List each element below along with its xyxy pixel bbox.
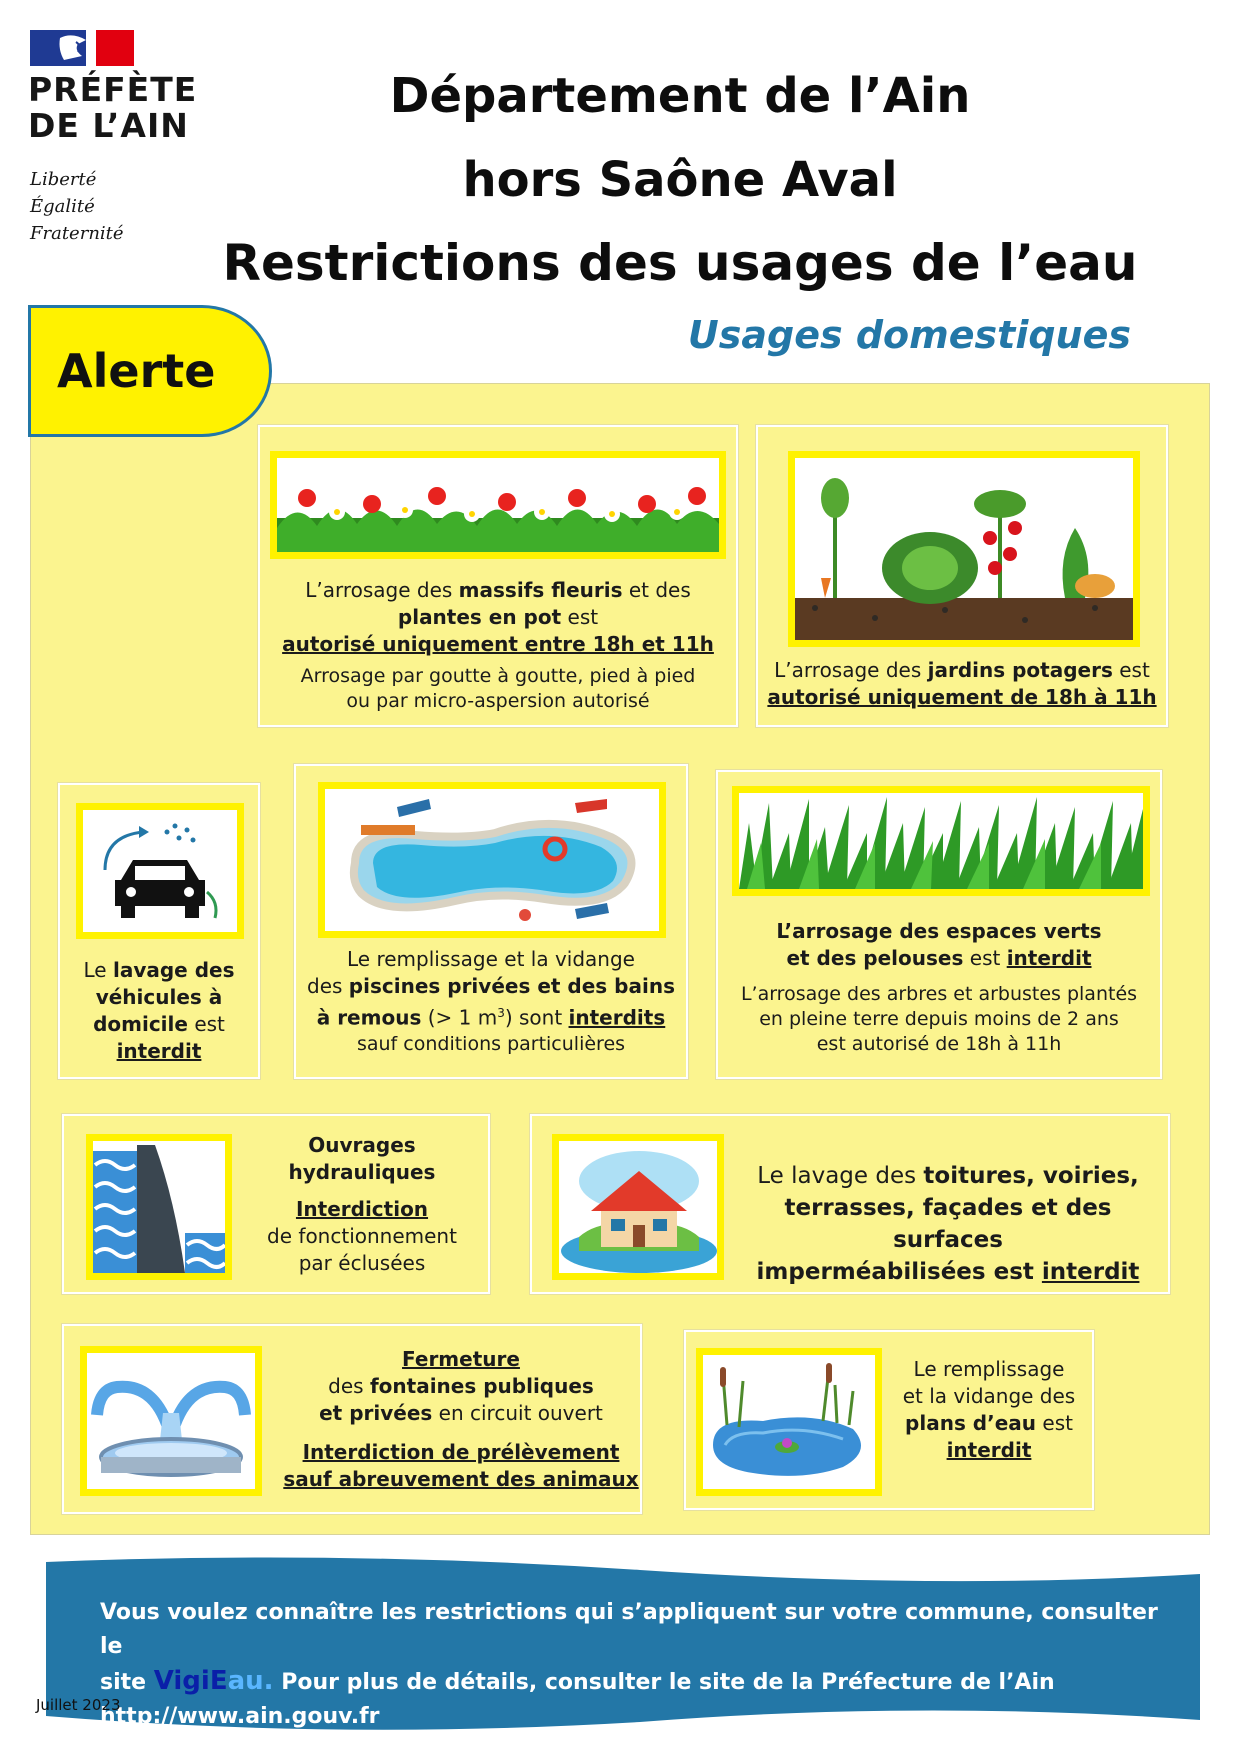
roof-line-1: Le lavage des toitures, voiries, [757, 1163, 1139, 1189]
title-department: Département de l’Ain [389, 68, 971, 124]
vegetable-line-1: L’arrosage des jardins potagers est [774, 658, 1150, 682]
fountains-line-3: et privées en circuit ouvert [319, 1401, 603, 1425]
title-restrictions: Restrictions des usages de l’eau [222, 234, 1138, 292]
card-green-spaces [716, 770, 1162, 1079]
pools-line-1: Le remplissage et la vidange [347, 947, 635, 971]
green-spaces-trees-note-2: en pleine terre depuis moins de 2 ans [759, 1008, 1119, 1030]
hydraulic-line-3: de fonctionnement [267, 1224, 457, 1248]
pond-icon [696, 1348, 882, 1496]
prefecture-website-link[interactable]: http://www.ain.gouv.fr [100, 1704, 380, 1729]
vigieau-link[interactable]: VigiEau. [153, 1666, 274, 1696]
house-icon [552, 1134, 724, 1280]
green-spaces-line-1: L’arrosage des espaces verts [776, 919, 1102, 943]
title-area: hors Saône Aval [462, 152, 898, 208]
flower-beds-drip-note: Arrosage par goutte à goutte, pied à pied [300, 665, 696, 687]
water-bodies-forbidden: interdit [946, 1438, 1032, 1462]
pool-illustration [318, 782, 666, 938]
motto-egalite: Égalité [30, 196, 95, 217]
publication-date: Juillet 2023 [36, 1696, 121, 1714]
vehicle-line-1: Le lavage des [83, 958, 235, 982]
roof-line-2: terrasses, façades et des surfaces [784, 1195, 1112, 1253]
hydraulic-forbidden: Interdiction [295, 1197, 429, 1221]
fountains-animals-exception: sauf abreuvement des animaux [283, 1467, 639, 1491]
fountain-icon [80, 1346, 262, 1496]
hydraulic-line-4: par éclusées [298, 1251, 426, 1275]
fountains-closure: Fermeture [402, 1347, 520, 1371]
card-fountains [62, 1324, 642, 1514]
flowers-illustration [270, 451, 726, 559]
pools-line-3: à remous (> 1 $m^3$) sont interdits [316, 1005, 666, 1030]
water-bodies-line-1: Le remplissage [913, 1357, 1065, 1381]
pools-line-2: des piscines privées et des bains [307, 974, 675, 998]
banner-line-2: site VigiEau. Pour plus de détails, consulter le site de la Préfecture de l’Ain [100, 1666, 1055, 1696]
vehicle-line-3: domicile est [93, 1012, 225, 1036]
green-spaces-trees-note: L’arrosage des arbres et arbustes plantés [740, 983, 1138, 1005]
vegetable-hours-rule: autorisé uniquement de 18h à 11h [767, 685, 1157, 709]
alert-level-badge: Alerte [28, 305, 272, 437]
fountains-withdrawal-ban: Interdiction de prélèvement [302, 1440, 620, 1464]
info-banner-text [100, 1596, 1180, 1734]
vehicle-forbidden: interdit [116, 1039, 202, 1063]
water-bodies-line-2: et la vidange des [902, 1384, 1076, 1408]
pools-conditions: sauf conditions particulières [356, 1032, 626, 1055]
green-spaces-line-2: et des pelouses est interdit [786, 946, 1092, 970]
card-flower-beds [258, 425, 738, 727]
flower-beds-hours-rule: autorisé uniquement entre 18h et 11h [282, 632, 714, 656]
card-vegetable-gardens [756, 425, 1168, 727]
hydraulic-title: Ouvrages hydrauliques [288, 1133, 436, 1184]
motto-fraternite: Fraternité [30, 223, 124, 244]
prefecture-name [28, 72, 228, 144]
car-washing-icon [76, 803, 244, 939]
card-vehicle-washing [58, 783, 260, 1079]
fountains-line-2: des fontaines publiques [328, 1374, 594, 1398]
roof-line-3: imperméabilisées est interdit [756, 1259, 1140, 1285]
prefecture-line-1: PRÉFÈTE [28, 70, 198, 109]
vehicle-line-2: véhicules à [95, 985, 223, 1009]
prefecture-line-2: DE L’AIN [28, 106, 189, 145]
flower-beds-line-1: L’arrosage des massifs fleuris et des [305, 578, 691, 602]
dam-icon [86, 1134, 232, 1280]
water-bodies-line-3: plans d’eau est [905, 1411, 1073, 1435]
motto-liberte: Liberté [30, 169, 97, 190]
card-hydraulic-works [62, 1114, 490, 1294]
subtitle-domestic-uses: Usages domestiques [687, 313, 1131, 357]
card-roof-washing [530, 1114, 1170, 1294]
green-spaces-trees-hours: est autorisé de 18h à 11h [816, 1033, 1062, 1055]
card-water-bodies [684, 1330, 1094, 1510]
flower-beds-micro-note: ou par micro-aspersion autorisé [346, 690, 650, 712]
card-pools [294, 764, 688, 1079]
marianne-flag-logo [30, 30, 134, 66]
grass-illustration [732, 786, 1150, 896]
republic-motto [30, 166, 124, 247]
banner-line-1: Vous voulez connaître les restrictions qui s’appliquent sur votre commune, consulter le [100, 1600, 1158, 1659]
flower-beds-line-2: plantes en pot est [397, 605, 599, 629]
vegetable-garden-illustration [788, 451, 1140, 647]
